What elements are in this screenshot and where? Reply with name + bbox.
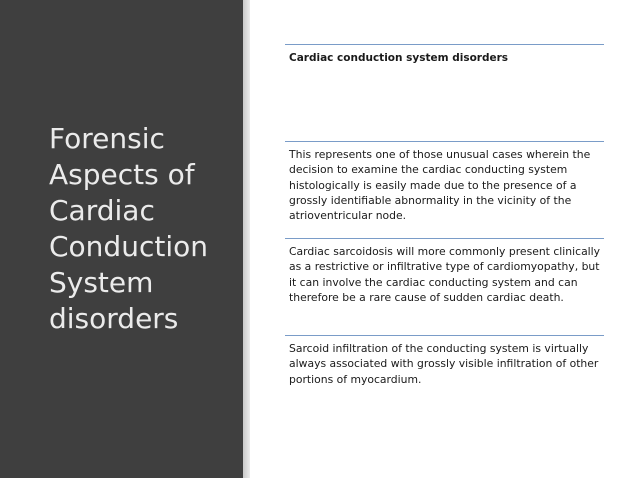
title-line: Conduction [49, 230, 208, 263]
table-row: Cardiac sarcoidosis will more commonly present clinically as a restrictive or infiltrative type of cardiomyopathy, but it can involve the cardiac conducting system and can therefore be a rare cause of sudden cardiac death. [285, 238, 604, 335]
table-row: This represents one of those unusual cases wherein the decision to examine the cardiac conducting system histologically is easily made due to the presence of a grossly identifiable abnormality in the vicinity of the atrioventricular node. [285, 141, 604, 238]
table-row: Sarcoid infiltration of the conducting system is virtually always associated with grossly visible infiltration of other portions of myocardium. [285, 335, 604, 395]
title-line: disorders [49, 302, 179, 335]
title-line: Aspects of [49, 158, 195, 191]
content-table [285, 44, 604, 395]
slide-title [49, 121, 234, 337]
panel-divider [243, 0, 250, 478]
title-line: Forensic [49, 122, 165, 155]
title-line: System [49, 266, 154, 299]
table-header: Cardiac conduction system disorders [289, 52, 509, 64]
title-line: Cardiac [49, 194, 155, 227]
